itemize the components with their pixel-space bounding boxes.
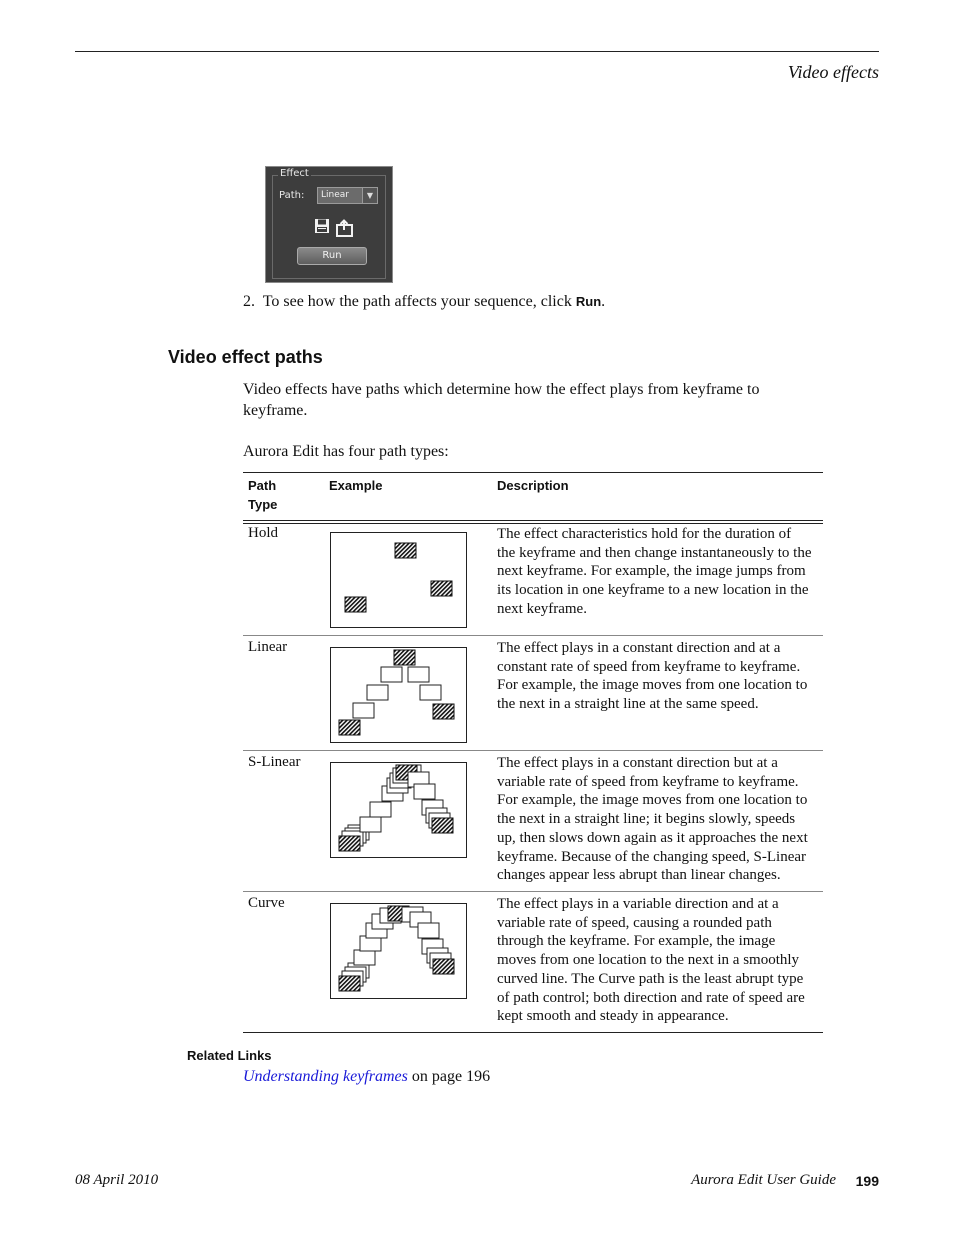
step-2 (243, 293, 605, 311)
row-type: Hold (248, 525, 278, 541)
table-bottom-rule (243, 1032, 823, 1033)
effect-panel (265, 166, 393, 283)
row-type: S-Linear (248, 754, 301, 770)
page-header-title: Video effects (787, 62, 879, 82)
footer-guide-title: Aurora Edit User Guide (691, 1172, 836, 1188)
row-description: The effect plays in a variable direction and at a variable rate of speed, causing a rounded path through the keyframe. For example, the image moves from one location to the next in a smoothly curved line. The Curve path is the least abrupt type of path control; both direction and rate of speed are kept smooth and steady in appearance. (497, 896, 805, 1025)
step-number: 2. (243, 293, 255, 310)
path-select-value: Linear (321, 190, 349, 200)
step-action: Run (575, 294, 602, 309)
step-end: . (601, 293, 606, 310)
row-description: The effect plays in a constant direction but at a variable rate of speed from keyframe to keyframe. For example, the image moves from one location to the next in a straight line; it begins slowly, speeds up, then slows down again as it approaches the next keyframe. Because of the changing speed, S-Linear changes appear less abrupt than linear changes. (497, 755, 808, 884)
row-divider (243, 635, 823, 636)
header-rule-1 (243, 520, 823, 521)
understanding-keyframes-link[interactable]: Understanding keyframes (243, 1068, 408, 1085)
header-rule-2 (243, 523, 823, 524)
related-link-page: on page 196 (407, 1068, 491, 1085)
header-description: Description (497, 478, 569, 493)
step-text: To see how the path affects your sequence, click (262, 293, 576, 310)
header-example: Example (329, 478, 383, 493)
hold-path-example (330, 532, 467, 628)
export-icon[interactable] (335, 218, 355, 238)
path-select[interactable] (317, 187, 378, 204)
linear-path-example (330, 647, 467, 743)
run-button[interactable]: Run (297, 247, 367, 265)
lead-paragraph: Aurora Edit has four path types: (243, 443, 449, 460)
chevron-down-icon[interactable]: ▼ (362, 188, 377, 203)
intro-paragraph: Video effects have paths which determine how the effect plays from keyframe to keyframe. (243, 381, 760, 419)
s-linear-path-example (330, 762, 467, 858)
row-description: The effect plays in a constant direction and at a constant rate of speed from keyframe to keyframe. For example, the image moves from one location to the next in a straight line at the same speed. (497, 640, 808, 713)
header-rule (75, 51, 879, 52)
footer-page-number: 199 (855, 1173, 879, 1189)
row-divider (243, 891, 823, 892)
effect-group-label: Effect (280, 168, 309, 179)
curve-path-example (330, 903, 467, 999)
row-type: Curve (248, 895, 285, 911)
section-heading: Video effect paths (168, 347, 323, 367)
table-top-rule (243, 472, 823, 473)
save-icon[interactable] (314, 218, 330, 234)
row-description: The effect characteristics hold for the duration of the keyframe and then change instantaneously to the next keyframe. For example, the image jumps from its location in one keyframe to a new location in the next keyframe. (497, 526, 812, 617)
related-links-heading: Related Links (187, 1048, 272, 1063)
row-type: Linear (248, 639, 288, 655)
header-path-type: Path Type (248, 478, 278, 512)
footer-date: 08 April 2010 (75, 1172, 159, 1188)
row-divider (243, 750, 823, 751)
related-link-item (243, 1068, 490, 1086)
path-label: Path: (279, 190, 305, 201)
